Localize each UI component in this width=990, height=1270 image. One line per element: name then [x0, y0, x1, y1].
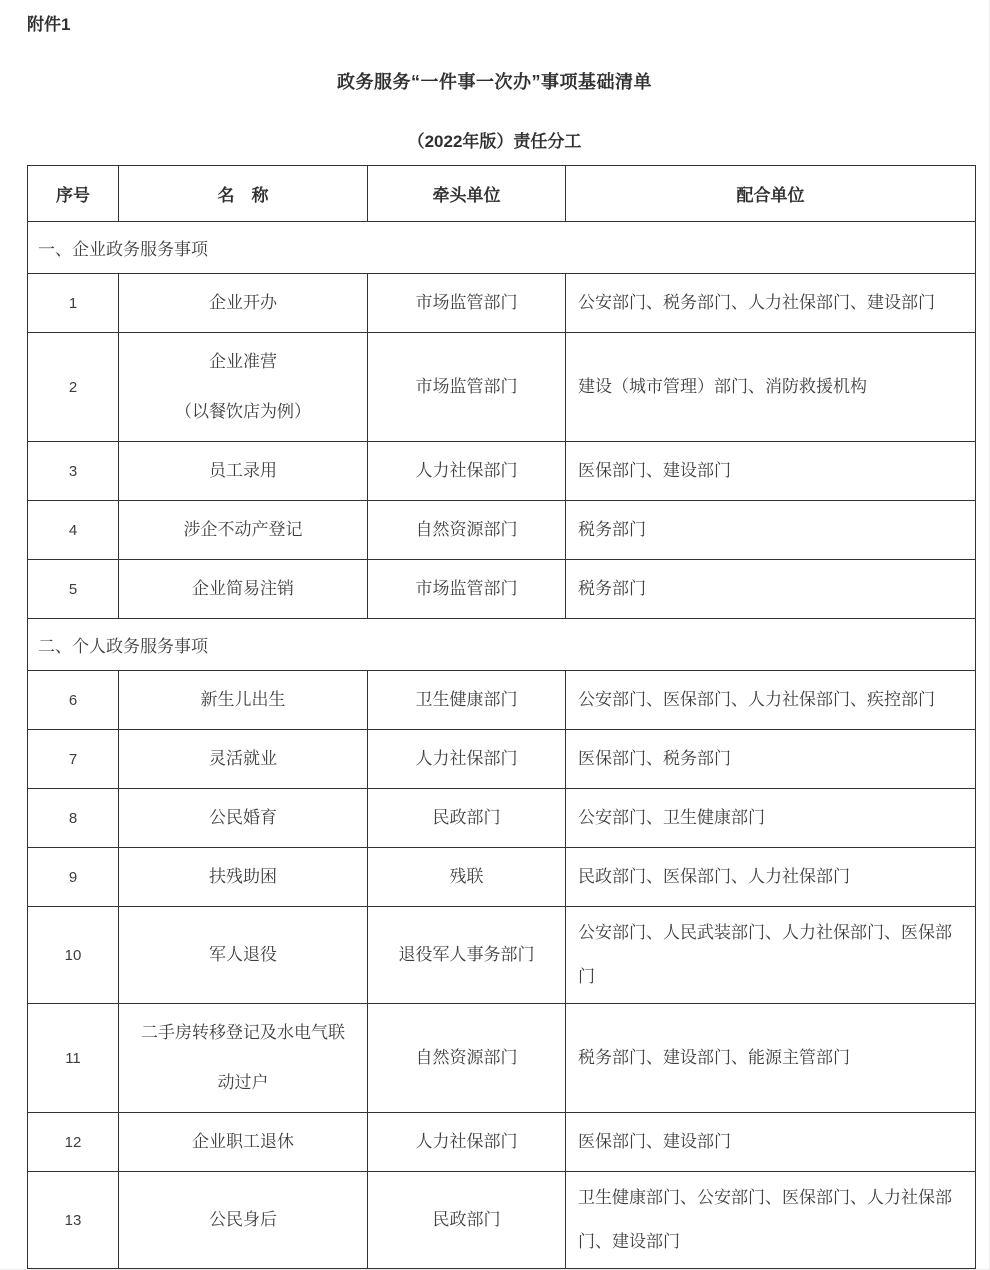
row-lead-unit-cell: 市场监管部门 — [368, 274, 566, 332]
header-cell-lead-unit: 牵头单位 — [368, 166, 566, 221]
table-row — [28, 730, 975, 789]
table-row — [28, 848, 975, 907]
row-coop-units-cell: 公安部门、人民武装部门、人力社保部门、医保部门 — [578, 923, 952, 986]
section-row — [28, 222, 975, 274]
row-coop-units-cell: 公安部门、医保部门、人力社保部门、疾控部门 — [578, 690, 935, 709]
header-cell-coop-unit: 配合单位 — [736, 186, 805, 205]
row-lead-unit-cell: 自然资源部门 — [368, 501, 566, 559]
row-lead-unit-cell: 自然资源部门 — [368, 1004, 566, 1112]
row-number-cell: 9 — [28, 848, 119, 906]
row-number-cell: 13 — [28, 1172, 119, 1268]
row-lead-unit-cell: 退役军人事务部门 — [368, 907, 566, 1003]
table-row — [28, 333, 975, 442]
row-name-cell — [119, 560, 368, 618]
table-row — [28, 274, 975, 333]
row-name-line: 二手房转移登记及水电气联动过户 — [141, 1023, 345, 1092]
row-name-cell — [119, 501, 368, 559]
section-title: 二、个人政务服务事项 — [38, 637, 208, 656]
row-name-line: （以餐饮店为例） — [175, 402, 311, 421]
row-number-cell: 12 — [28, 1113, 119, 1171]
row-name-line: 企业职工退休 — [192, 1132, 294, 1151]
header-cell-serial: 序号 — [28, 166, 119, 221]
row-number-cell: 5 — [28, 560, 119, 618]
section-row — [28, 619, 975, 671]
table-row — [28, 501, 975, 560]
row-number-cell: 8 — [28, 789, 119, 847]
row-number-cell: 6 — [28, 671, 119, 729]
row-number-cell: 1 — [28, 274, 119, 332]
row-coop-units-cell: 民政部门、医保部门、人力社保部门 — [578, 867, 850, 886]
row-number-cell: 10 — [28, 907, 119, 1003]
row-name-line: 员工录用 — [209, 461, 277, 480]
page-subtitle: （2022年版）责任分工 — [407, 132, 582, 151]
row-coop-units-cell: 公安部门、税务部门、人力社保部门、建设部门 — [578, 293, 935, 312]
row-coop-units-cell: 税务部门 — [578, 579, 646, 598]
row-coop-units-cell: 医保部门、建设部门 — [578, 461, 731, 480]
row-name-line: 新生儿出生 — [200, 690, 286, 709]
table-row — [28, 1172, 975, 1268]
row-number-cell: 11 — [28, 1004, 119, 1112]
table-row — [28, 442, 975, 501]
row-lead-unit-cell: 市场监管部门 — [368, 560, 566, 618]
row-lead-unit-cell: 民政部门 — [368, 789, 566, 847]
row-name-cell — [119, 274, 368, 332]
row-name-line: 公民婚育 — [209, 808, 277, 827]
row-number-cell: 2 — [28, 333, 119, 441]
table-row — [28, 1113, 975, 1172]
table-row — [28, 671, 975, 730]
responsibility-table — [27, 165, 976, 1269]
table-header-row — [28, 166, 975, 222]
row-name-line: 扶残助困 — [209, 867, 277, 886]
row-lead-unit-cell: 人力社保部门 — [368, 1113, 566, 1171]
row-number-cell: 4 — [28, 501, 119, 559]
row-coop-units-cell: 卫生健康部门、公安部门、医保部门、人力社保部门、建设部门 — [578, 1188, 952, 1251]
row-name-line: 企业开办 — [209, 293, 277, 312]
row-name-cell — [119, 789, 368, 847]
row-name-cell — [119, 1113, 368, 1171]
row-name-line: 涉企不动产登记 — [183, 520, 303, 539]
row-name-cell — [119, 442, 368, 500]
attachment-label: 附件1 — [27, 15, 71, 34]
row-name-cell — [119, 730, 368, 788]
row-coop-units-cell: 医保部门、建设部门 — [578, 1132, 731, 1151]
table-row — [28, 1004, 975, 1113]
row-lead-unit-cell: 卫生健康部门 — [368, 671, 566, 729]
table-row — [28, 789, 975, 848]
row-name-line: 公民身后 — [209, 1210, 277, 1229]
row-name-line: 企业简易注销 — [192, 579, 294, 598]
row-coop-units-cell: 医保部门、税务部门 — [578, 749, 731, 768]
row-number-cell: 7 — [28, 730, 119, 788]
row-coop-units-cell: 建设（城市管理）部门、消防救援机构 — [578, 377, 867, 396]
page-title: 政务服务“一件事一次办”事项基础清单 — [337, 72, 652, 92]
row-name-line: 企业准营 — [209, 352, 277, 371]
row-lead-unit-cell: 市场监管部门 — [368, 333, 566, 441]
row-name-cell — [119, 907, 368, 1003]
table-body — [28, 222, 975, 1268]
row-coop-units-cell: 税务部门、建设部门、能源主管部门 — [578, 1048, 850, 1067]
header-cell-name: 名 称 — [119, 166, 368, 221]
table-row — [28, 907, 975, 1004]
row-number-cell: 3 — [28, 442, 119, 500]
row-coop-units-cell: 税务部门 — [578, 520, 646, 539]
row-name-cell — [119, 1004, 368, 1112]
row-lead-unit-cell: 人力社保部门 — [368, 442, 566, 500]
row-name-cell — [119, 848, 368, 906]
section-title: 一、企业政务服务事项 — [38, 240, 208, 259]
row-lead-unit-cell: 人力社保部门 — [368, 730, 566, 788]
table-row — [28, 560, 975, 619]
row-lead-unit-cell: 残联 — [368, 848, 566, 906]
row-name-line: 灵活就业 — [209, 749, 277, 768]
row-lead-unit-cell: 民政部门 — [368, 1172, 566, 1268]
row-name-cell — [119, 1172, 368, 1268]
row-coop-units-cell: 公安部门、卫生健康部门 — [578, 808, 765, 827]
row-name-line: 军人退役 — [209, 945, 277, 964]
row-name-cell — [119, 671, 368, 729]
row-name-cell — [119, 333, 368, 441]
